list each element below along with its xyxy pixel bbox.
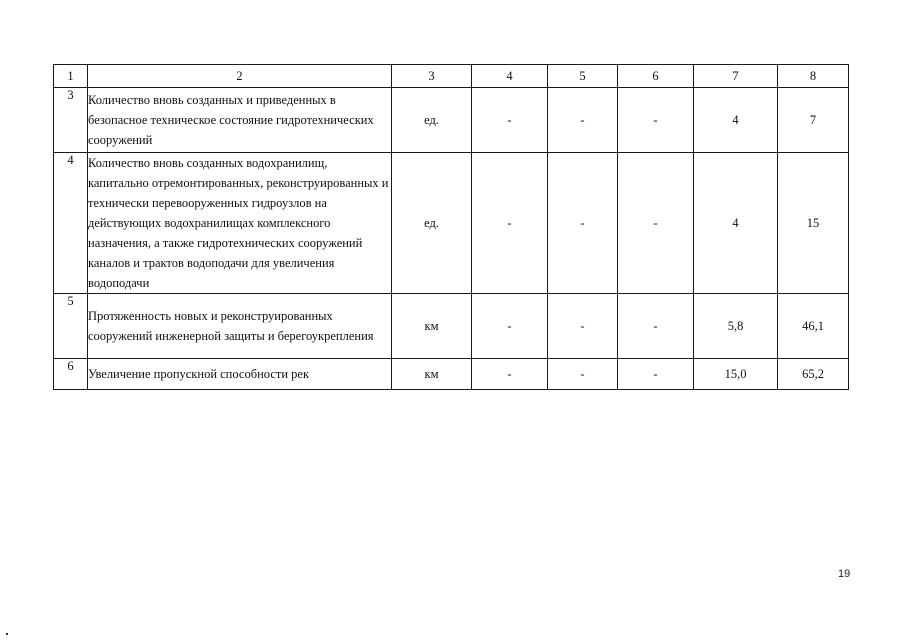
column-header-5: 5 [548,65,618,88]
value-cell-8: 46,1 [778,294,849,359]
unit-cell: км [392,294,472,359]
row-number: 6 [54,359,88,390]
indicator-name: Количество вновь созданных водохранилищ, капитально отремонтированных, реконструированных и технически перевооруженных гидроузлов на действующих водохранилищах комплексного назначения, а также гидротехнических сооружений каналов и трактов водоподачи для увеличения водоподачи [88,153,392,294]
value-cell-6: - [618,153,694,294]
column-header-3: 3 [392,65,472,88]
header-row [54,65,849,88]
value-cell-8: 7 [778,88,849,153]
indicator-name: Количество вновь созданных и приведенных в безопасное техническое состояние гидротехнических сооружений [88,88,392,153]
value-cell-5: - [548,153,618,294]
value-cell-5: - [548,88,618,153]
column-header-7: 7 [694,65,778,88]
row-number: 5 [54,294,88,359]
column-header-4: 4 [472,65,548,88]
table-row [54,153,849,294]
table-row [54,359,849,390]
value-cell-8: 65,2 [778,359,849,390]
unit-cell: ед. [392,153,472,294]
row-number: 3 [54,88,88,153]
table-row [54,294,849,359]
indicator-name: Протяженность новых и реконструированных сооружений инженерной защиты и берегоукрепления [88,294,392,359]
column-header-8: 8 [778,65,849,88]
scan-artifact [6,633,8,635]
unit-cell: ед. [392,88,472,153]
indicators-table [53,64,849,390]
indicator-name: Увеличение пропускной способности рек [88,359,392,390]
value-cell-8: 15 [778,153,849,294]
column-header-2: 2 [88,65,392,88]
page-number: 19 [838,568,851,580]
table-row [54,88,849,153]
value-cell-7: 4 [694,153,778,294]
value-cell-4: - [472,153,548,294]
column-header-1: 1 [54,65,88,88]
row-number: 4 [54,153,88,294]
value-cell-4: - [472,359,548,390]
value-cell-7: 4 [694,88,778,153]
value-cell-6: - [618,294,694,359]
column-header-6: 6 [618,65,694,88]
value-cell-5: - [548,359,618,390]
value-cell-4: - [472,294,548,359]
value-cell-5: - [548,294,618,359]
value-cell-7: 15,0 [694,359,778,390]
value-cell-6: - [618,359,694,390]
value-cell-4: - [472,88,548,153]
unit-cell: км [392,359,472,390]
value-cell-6: - [618,88,694,153]
value-cell-7: 5,8 [694,294,778,359]
